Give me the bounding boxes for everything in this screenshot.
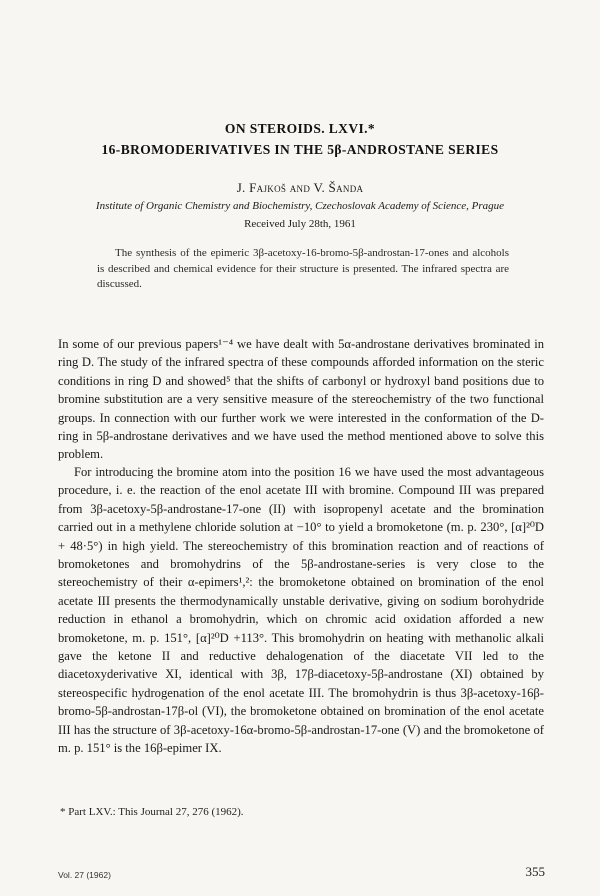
title-line-2: 16-BROMODERIVATIVES IN THE 5β-ANDROSTANE SERIES: [101, 142, 499, 157]
footnote: * Part LXV.: This Journal 27, 276 (1962).: [60, 806, 244, 818]
received-date: Received July 28th, 1961: [244, 218, 356, 230]
affiliation: Institute of Organic Chemistry and Biochemistry, Czechoslovak Academy of Science, Prague: [95, 200, 505, 212]
authors: J. Fajkoš and V. Šanda: [236, 180, 364, 195]
title-line-1: ON STEROIDS. LXVI.*: [224, 121, 376, 136]
abstract: The synthesis of the epimeric 3β-acetoxy-16-bromo-5β-androstan-17-ones and alcohols is described and chemical evidence for their structure is presented. The infrared spectra are discussed.: [97, 247, 509, 290]
journal-volume: Vol. 27 (1962): [58, 870, 111, 880]
body-paragraph-2: For introducing the bromine atom into the position 16 we have used the most advantageous procedure, i. e. the reaction of the enol acetate III with bromine. Compound III was prepared from 3β-acetoxy-5β-androstane-17-one (II) with isopropenyl acetate and the bromination carried out in a methylene chloride solution at −10° to yield a bromoketone (m. p. 230°, [α]²⁰D + 48·5°) in high yield. The stereochemistry of this bromination reaction and of reactions of bromoketones and bromohydrins of the 5β-androstane-series is very close to the stereochemistry of their α-epimers¹,²: the bromoketone obtained on bromination of the enol acetate III presents the thermodynamically unstable derivative, giving on sodium borohydride reduction in ethanol a bromohydrin, which on chromic acid oxidation afforded a new bromoketone, m. p. 151°, [α]²⁰D +113°. This bromohydrin on heating with methanolic alkali gave the ketone II and reductive dehalogenation of the diacetate VII led to the diacetoxyderivative XI, identical with 3β, 17β-diacetoxy-5β-androstane (XI) obtained by stereospecific hydrogenation of the enol acetate III. The bromohydrin is thus 3β-acetoxy-16β-bromo-5β-androstan-17β-ol (VI), the bromoketone obtained on bromination of the enol acetate III has the structure of 3β-acetoxy-16α-bromo-5β-androstan-17-one (V) and the bromoketone of m. p. 151° is the 16β-epimer IX.: [58, 465, 544, 756]
body-paragraph-1: In some of our previous papers¹⁻⁴ we have dealt with 5α-androstane derivatives brominated in ring D. The study of the infrared spectra of these compounds afforded information on the steric conditions in ring D and showed⁵ that the shifts of carbonyl or hydroxyl band positions due to bromine substitution are a very sensitive measure of the stereochemistry of the two functional groups. In connection with our further work we were interested in the conformation of the D-ring in 5β-androstane derivatives and we have used the method mentioned above to solve this problem.: [58, 337, 544, 462]
page-number: 355: [525, 864, 545, 879]
